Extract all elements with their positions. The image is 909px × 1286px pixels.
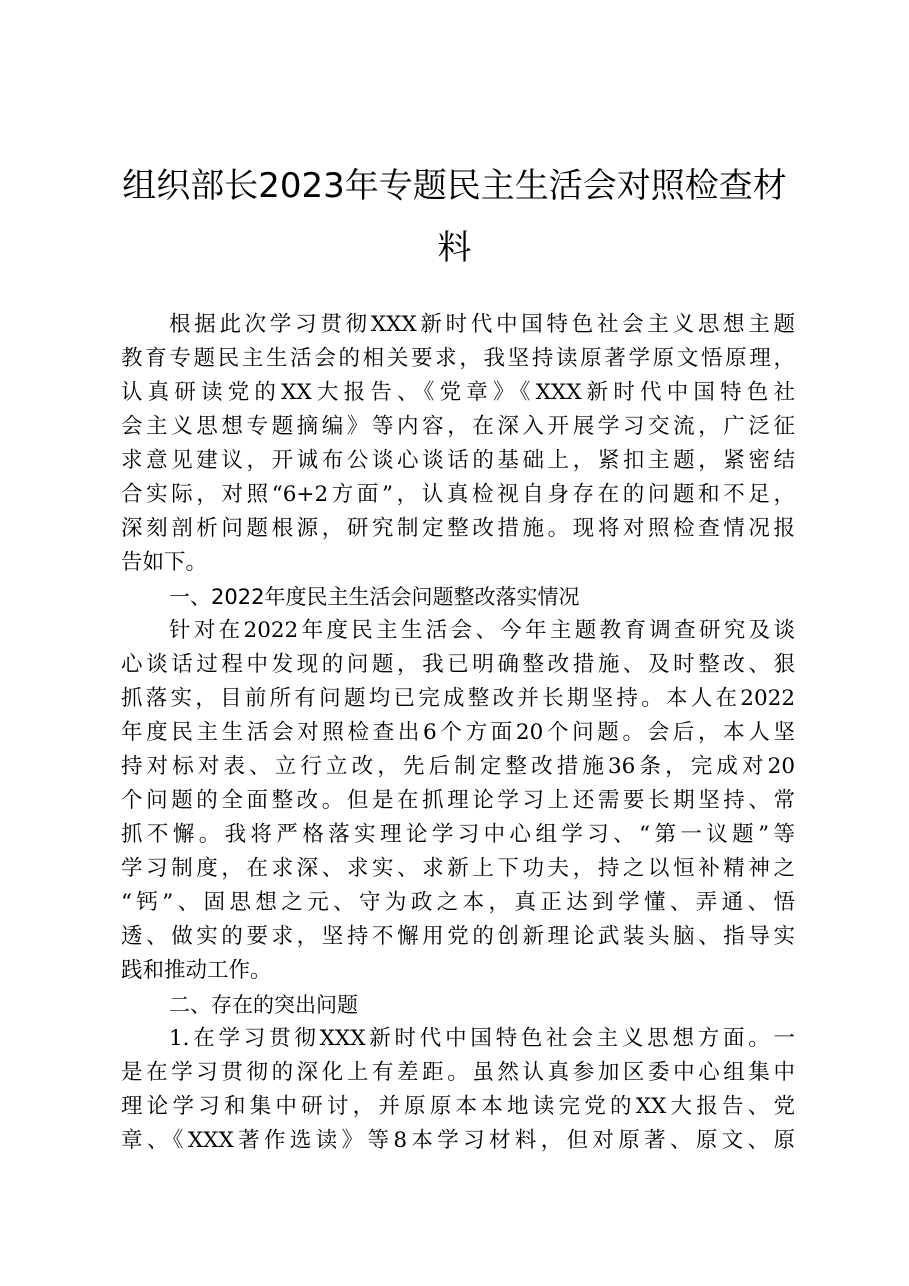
- section-1-line: 抓落实，目前所有问题均已完成整改并长期坚持。本人在2022: [121, 686, 795, 711]
- section-1-line: 年度民主生活会对照检查出6个方面20个问题。会后，本人坚: [121, 720, 795, 745]
- paragraph-1-line: 教育专题民主生活会的相关要求，我坚持读原著学原文悟原理，: [121, 346, 795, 371]
- paragraph-1-line: 合实际，对照“6+2方面”，认真检视自身存在的问题和不足，: [121, 482, 795, 507]
- document-title-line-2: 料: [437, 228, 472, 268]
- paragraph-1-line: 根据此次学习贯彻XXX新时代中国特色社会主义思想主题: [169, 312, 795, 337]
- section-1-line: “钙”、固思想之元、守为政之本，真正达到学懂、弄通、悟: [121, 890, 795, 915]
- section-1-line: 持对标对表、立行立改，先后制定整改措施36条，完成对20: [121, 754, 795, 779]
- section-1-line: 践和推动工作。: [121, 958, 272, 983]
- section-1-line: 心谈话过程中发现的问题，我已明确整改措施、及时整改、狠: [121, 652, 795, 677]
- section-1-line: 针对在2022年度民主生活会、今年主题教育调查研究及谈: [169, 618, 795, 643]
- section-1-line: 学习制度，在求深、求实、求新上下功夫，持之以恒补精神之: [121, 856, 795, 881]
- paragraph-1-line: 认真研读党的XX大报告、《党章》《XXX新时代中国特色社: [121, 380, 795, 405]
- section-1-line: 透、做实的要求，坚持不懈用党的创新理论武装头脑、指导实: [121, 924, 795, 949]
- section-2-line: 理论学习和集中研讨，并原原本本地读完党的XX大报告、党: [121, 1094, 795, 1119]
- paragraph-1-line: 求意见建议，开诚布公谈心谈话的基础上，紧扣主题，紧密结: [121, 448, 795, 473]
- section-1-heading: 一、2022年度民主生活会问题整改落实情况: [169, 585, 580, 609]
- section-1-line: 抓不懈。我将严格落实理论学习中心组学习、“第一议题”等: [121, 822, 795, 847]
- paragraph-1-line: 告如下。: [121, 550, 208, 575]
- paragraph-1-line: 深刻剖析问题根源，研究制定整改措施。现将对照检查情况报: [121, 516, 795, 541]
- paragraph-1-line: 会主义思想专题摘编》等内容，在深入开展学习交流，广泛征: [121, 414, 795, 439]
- section-1-line: 个问题的全面整改。但是在抓理论学习上还需要长期坚持、常: [121, 788, 795, 813]
- section-2-line: 章、《XXX著作选读》等8本学习材料，但对原著、原文、原: [121, 1128, 795, 1153]
- section-2-line: 是在学习贯彻的深化上有差距。虽然认真参加区委中心组集中: [121, 1060, 795, 1085]
- section-2-heading: 二、存在的突出问题: [169, 993, 358, 1017]
- document-title-line-1: 组织部长2023年专题民主生活会对照检查材: [122, 166, 787, 206]
- section-2-line: 1.在学习贯彻XXX新时代中国特色社会主义思想方面。一: [169, 1026, 795, 1051]
